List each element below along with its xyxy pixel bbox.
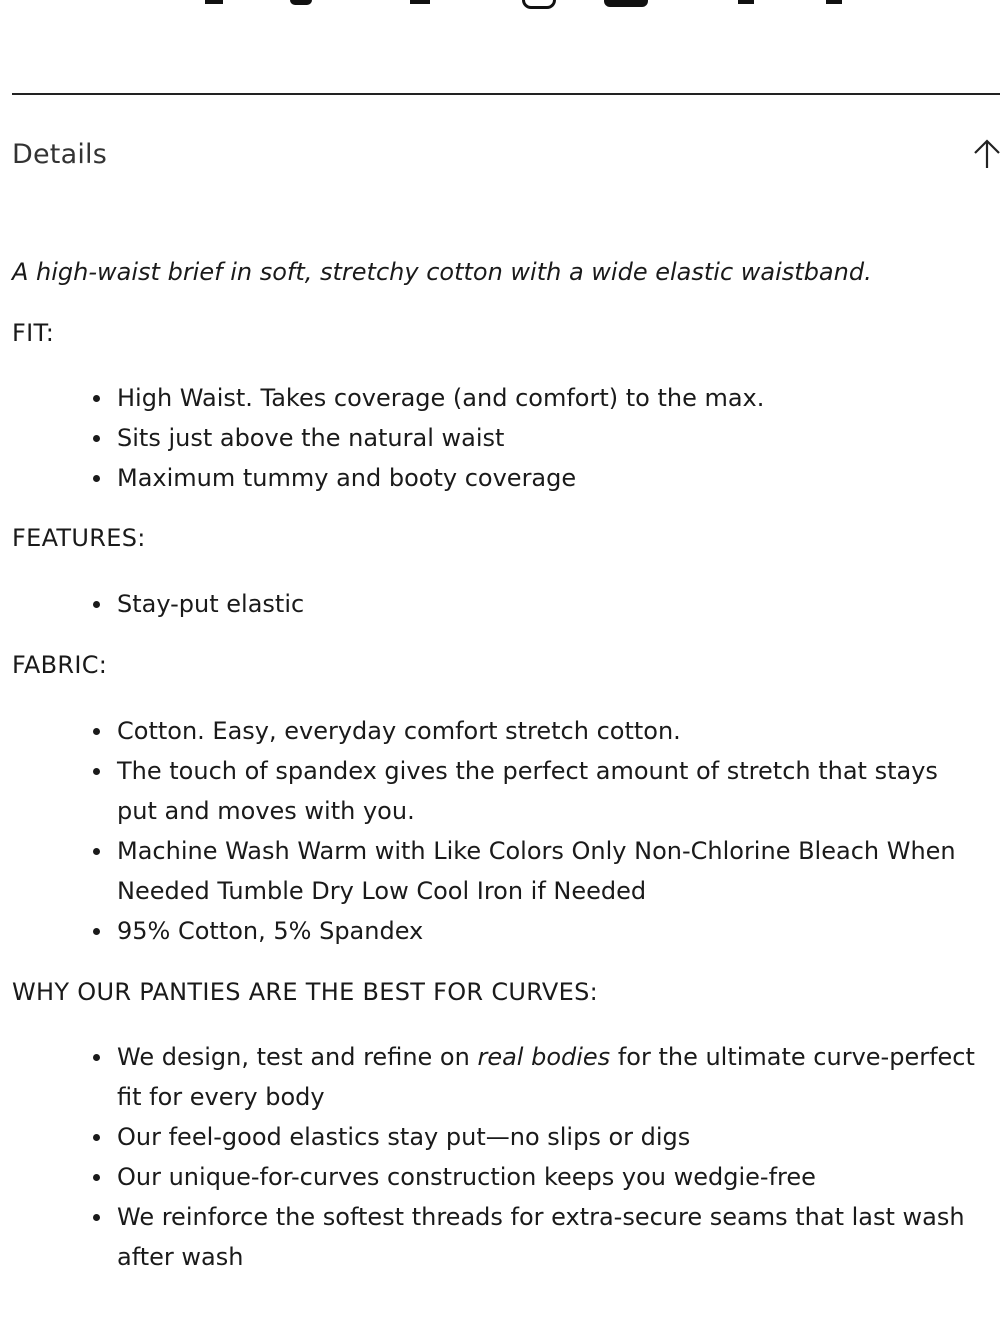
fabric-list xyxy=(12,711,1000,951)
section-divider xyxy=(12,93,1000,95)
features-list xyxy=(12,584,1000,624)
details-accordion-header[interactable] xyxy=(12,133,1000,175)
list-item: Our feel-good elastics stay put—no slips or digs xyxy=(117,1117,1000,1157)
list-item: Machine Wash Warm with Like Colors Only Non-Chlorine Bleach When Needed Tumble Dry Low Cool Iron if Needed xyxy=(117,831,1000,911)
list-item: High Waist. Takes coverage (and comfort) to the max. xyxy=(117,378,1000,418)
features-heading: FEATURES: xyxy=(12,524,146,552)
list-item-text: for the ultimate curve-perfect fit for every body xyxy=(117,1043,975,1111)
list-item xyxy=(117,1037,1000,1117)
cropped-top-content xyxy=(0,0,1000,12)
list-item: Stay-put elastic xyxy=(117,584,1000,624)
list-item: Cotton. Easy, everyday comfort stretch cotton. xyxy=(117,711,1000,751)
list-item: Sits just above the natural waist xyxy=(117,418,1000,458)
list-item-emphasis: real bodies xyxy=(477,1043,611,1071)
fabric-heading: FABRIC: xyxy=(12,651,108,679)
why-list xyxy=(12,1037,1000,1277)
list-item: Our unique-for-curves construction keeps you wedgie-free xyxy=(117,1157,1000,1197)
list-item: 95% Cotton, 5% Spandex xyxy=(117,911,1000,951)
list-item: We reinforce the softest threads for extra-secure seams that last wash after wash xyxy=(117,1197,1000,1277)
list-item-text: We design, test and refine on xyxy=(117,1043,478,1071)
details-content xyxy=(12,250,1000,1277)
why-heading: WHY OUR PANTIES ARE THE BEST FOR CURVES: xyxy=(12,978,599,1006)
list-item: Maximum tummy and booty coverage xyxy=(117,458,1000,498)
details-title: Details xyxy=(12,138,108,170)
arrow-up-icon[interactable] xyxy=(972,137,1000,171)
fit-heading: FIT: xyxy=(12,319,55,347)
list-item: The touch of spandex gives the perfect amount of stretch that stays put and moves with you. xyxy=(117,751,1000,831)
product-intro: A high-waist brief in soft, stretchy cotton with a wide elastic waistband. xyxy=(12,258,872,286)
fit-list xyxy=(12,378,1000,498)
